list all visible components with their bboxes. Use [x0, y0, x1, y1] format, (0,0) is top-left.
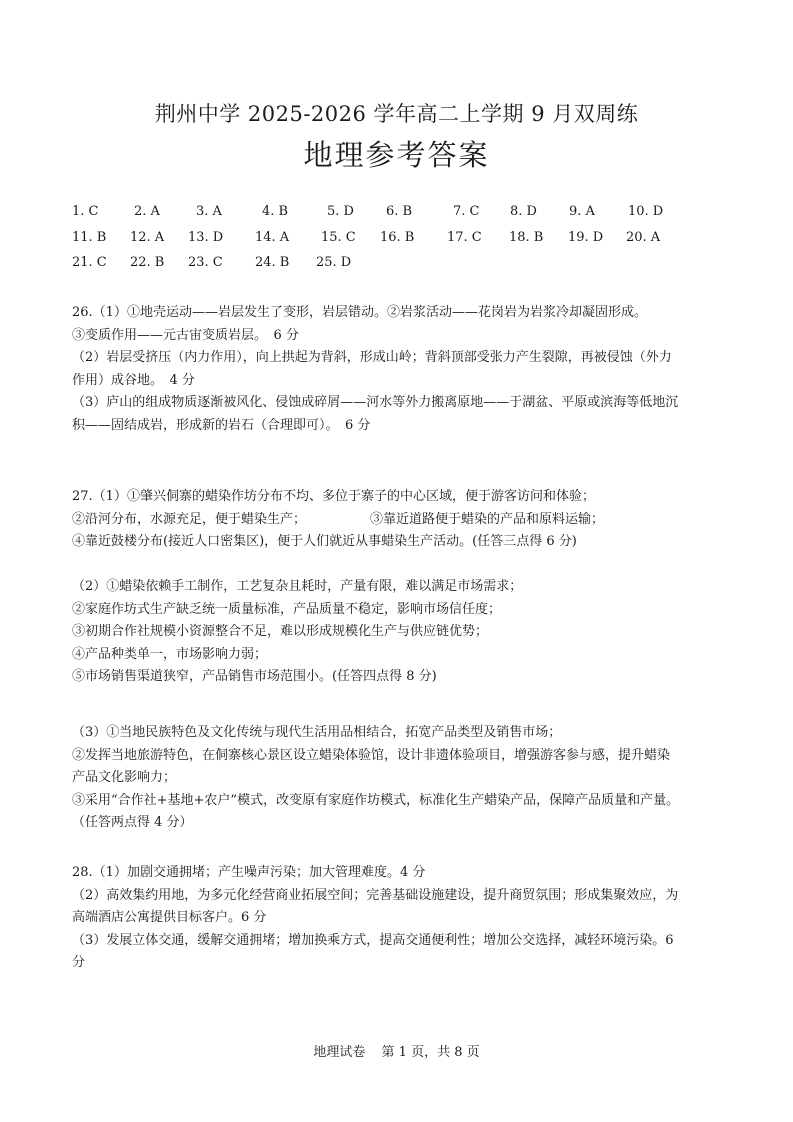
answer-item: 8. D [510, 204, 537, 219]
text-line: （2）岩层受挤压（内力作用），向上拱起为背斜，形成山岭；背斜顶部受张力产生裂隙，再被侵蚀（外力 [72, 350, 672, 365]
text-line: 高端酒店公寓提供目标客户。6 分 [72, 910, 267, 925]
answer-item: 1. C [72, 204, 99, 219]
answer-item: 9. A [569, 204, 595, 219]
answer-item: 25. D [316, 255, 352, 270]
text-line: （3）①当地民族特色及文化传统与现代生活用品相结合，拓宽产品类型及销售市场； [72, 725, 562, 740]
text-line: 产品文化影响力； [72, 770, 177, 785]
answer-item: 3. A [196, 204, 222, 219]
answer-item: 13. D [188, 229, 224, 245]
question-26 [72, 302, 728, 437]
answer-row [72, 226, 732, 252]
text-line: ④靠近鼓楼分布(接近人口密集区)，便于人们就近从事蜡染生产活动。(任答三点得 6 分) [72, 534, 577, 549]
question-27-part-1 [72, 486, 728, 554]
answer-row [72, 200, 732, 226]
page-number: 第 1 页，共 8 页 [381, 1045, 480, 1060]
question-27-part-3 [72, 722, 728, 835]
text-line: ③采用“合作社+基地+农户”模式，改变原有家庭作坊模式，标准化生产蜡染产品，保障产品质量和产量。 [72, 792, 680, 808]
question-27-part-2 [72, 576, 728, 689]
text-line: ②家庭作坊式生产缺乏统一质量标准，产品质量不稳定，影响市场信任度； [72, 601, 502, 617]
text-line: （3）发展立体交通，缓解交通拥堵；增加换乘方式，提高交通便利性；增加公交选择，减轻环境污染。6 [72, 932, 674, 948]
answer-item: 23. C [188, 255, 223, 270]
answer-item: 10. D [628, 204, 664, 219]
answer-item: 24. B [255, 255, 290, 270]
text-line: 26.（1）①地壳运动——岩层发生了变形，岩层错动。②岩浆活动——花岗岩为岩浆冷却凝固形成。 [72, 305, 647, 320]
answer-item: 19. D [568, 229, 604, 245]
answer-item: 15. C [321, 229, 356, 245]
answer-item: 17. C [447, 229, 482, 245]
answer-item: 14. A [255, 229, 290, 245]
answer-item: 20. A [626, 229, 661, 245]
answer-item: 2. A [134, 204, 160, 219]
answer-item: 5. D [327, 204, 354, 219]
question-28 [72, 862, 728, 975]
text-line: ⑤市场销售渠道狭窄，产品销售市场范围小。(任答四点得 8 分) [72, 669, 437, 684]
text-segment: ③靠近道路便于蜡染的产品和原料运输； [370, 511, 605, 527]
text-line: ②发挥当地旅游特色，在侗寨核心景区设立蜡染体验馆，设计非遗体验项目，增强游客参与感，提升蜡染 [72, 747, 671, 763]
answer-item: 12. A [130, 229, 165, 245]
text-line: 积——固结成岩，形成新的岩石（合理即可）。 6 分 [72, 417, 371, 433]
answer-row [72, 251, 732, 277]
answer-item: 7. C [453, 204, 480, 219]
text-segment: ②沿河分布，水源充足，便于蜡染生产； [72, 511, 307, 527]
text-line: （2）高效集约用地，为多元化经营商业拓展空间；完善基础设施建设，提升商贸氛围；形成集聚效应，为 [72, 887, 679, 903]
answer-item: 22. B [130, 255, 165, 270]
answer-item: 21. C [72, 255, 107, 270]
text-line: （任答两点得 4 分） [72, 815, 193, 830]
footer-subject: 地理试卷 [313, 1045, 366, 1060]
text-line: （3）庐山的组成物质逐渐被风化、侵蚀成碎屑——河水等外力搬离原地——于湖盆、平原或滨海等低地沉 [72, 395, 679, 410]
answer-item: 11. B [72, 229, 107, 245]
answer-item: 18. B [509, 229, 544, 245]
text-line: 28.（1）加剧交通拥堵；产生噪声污染；加大管理难度。4 分 [72, 865, 426, 880]
text-line [72, 509, 728, 532]
text-line: ③变质作用——元古宙变质岩层。 6 分 [72, 327, 299, 343]
text-line: ④产品种类单一，市场影响力弱； [72, 646, 268, 662]
text-line: 分 [72, 955, 86, 970]
multiple-choice-answers [72, 200, 732, 277]
page-title: 荆州中学 2025-2026 学年高二上学期 9 月双周练 [154, 102, 639, 126]
text-line: 作用）成谷地。 4 分 [72, 372, 195, 388]
text-line: ③初期合作社规模小资源整合不足，难以形成规模化生产与供应链优势； [72, 624, 489, 639]
page-footer [0, 1041, 793, 1060]
text-line: 27.（1）①肇兴侗寨的蜡染作坊分布不均、多位于寨子的中心区域，便于游客访问和体验； [72, 489, 595, 504]
page-subtitle: 地理参考答案 [303, 138, 490, 172]
text-line: （2）①蜡染依赖手工制作，工艺复杂且耗时，产量有限，难以满足市场需求； [72, 579, 523, 594]
answer-item: 6. B [386, 204, 413, 219]
answer-item: 4. B [262, 204, 289, 219]
answer-item: 16. B [380, 229, 415, 245]
